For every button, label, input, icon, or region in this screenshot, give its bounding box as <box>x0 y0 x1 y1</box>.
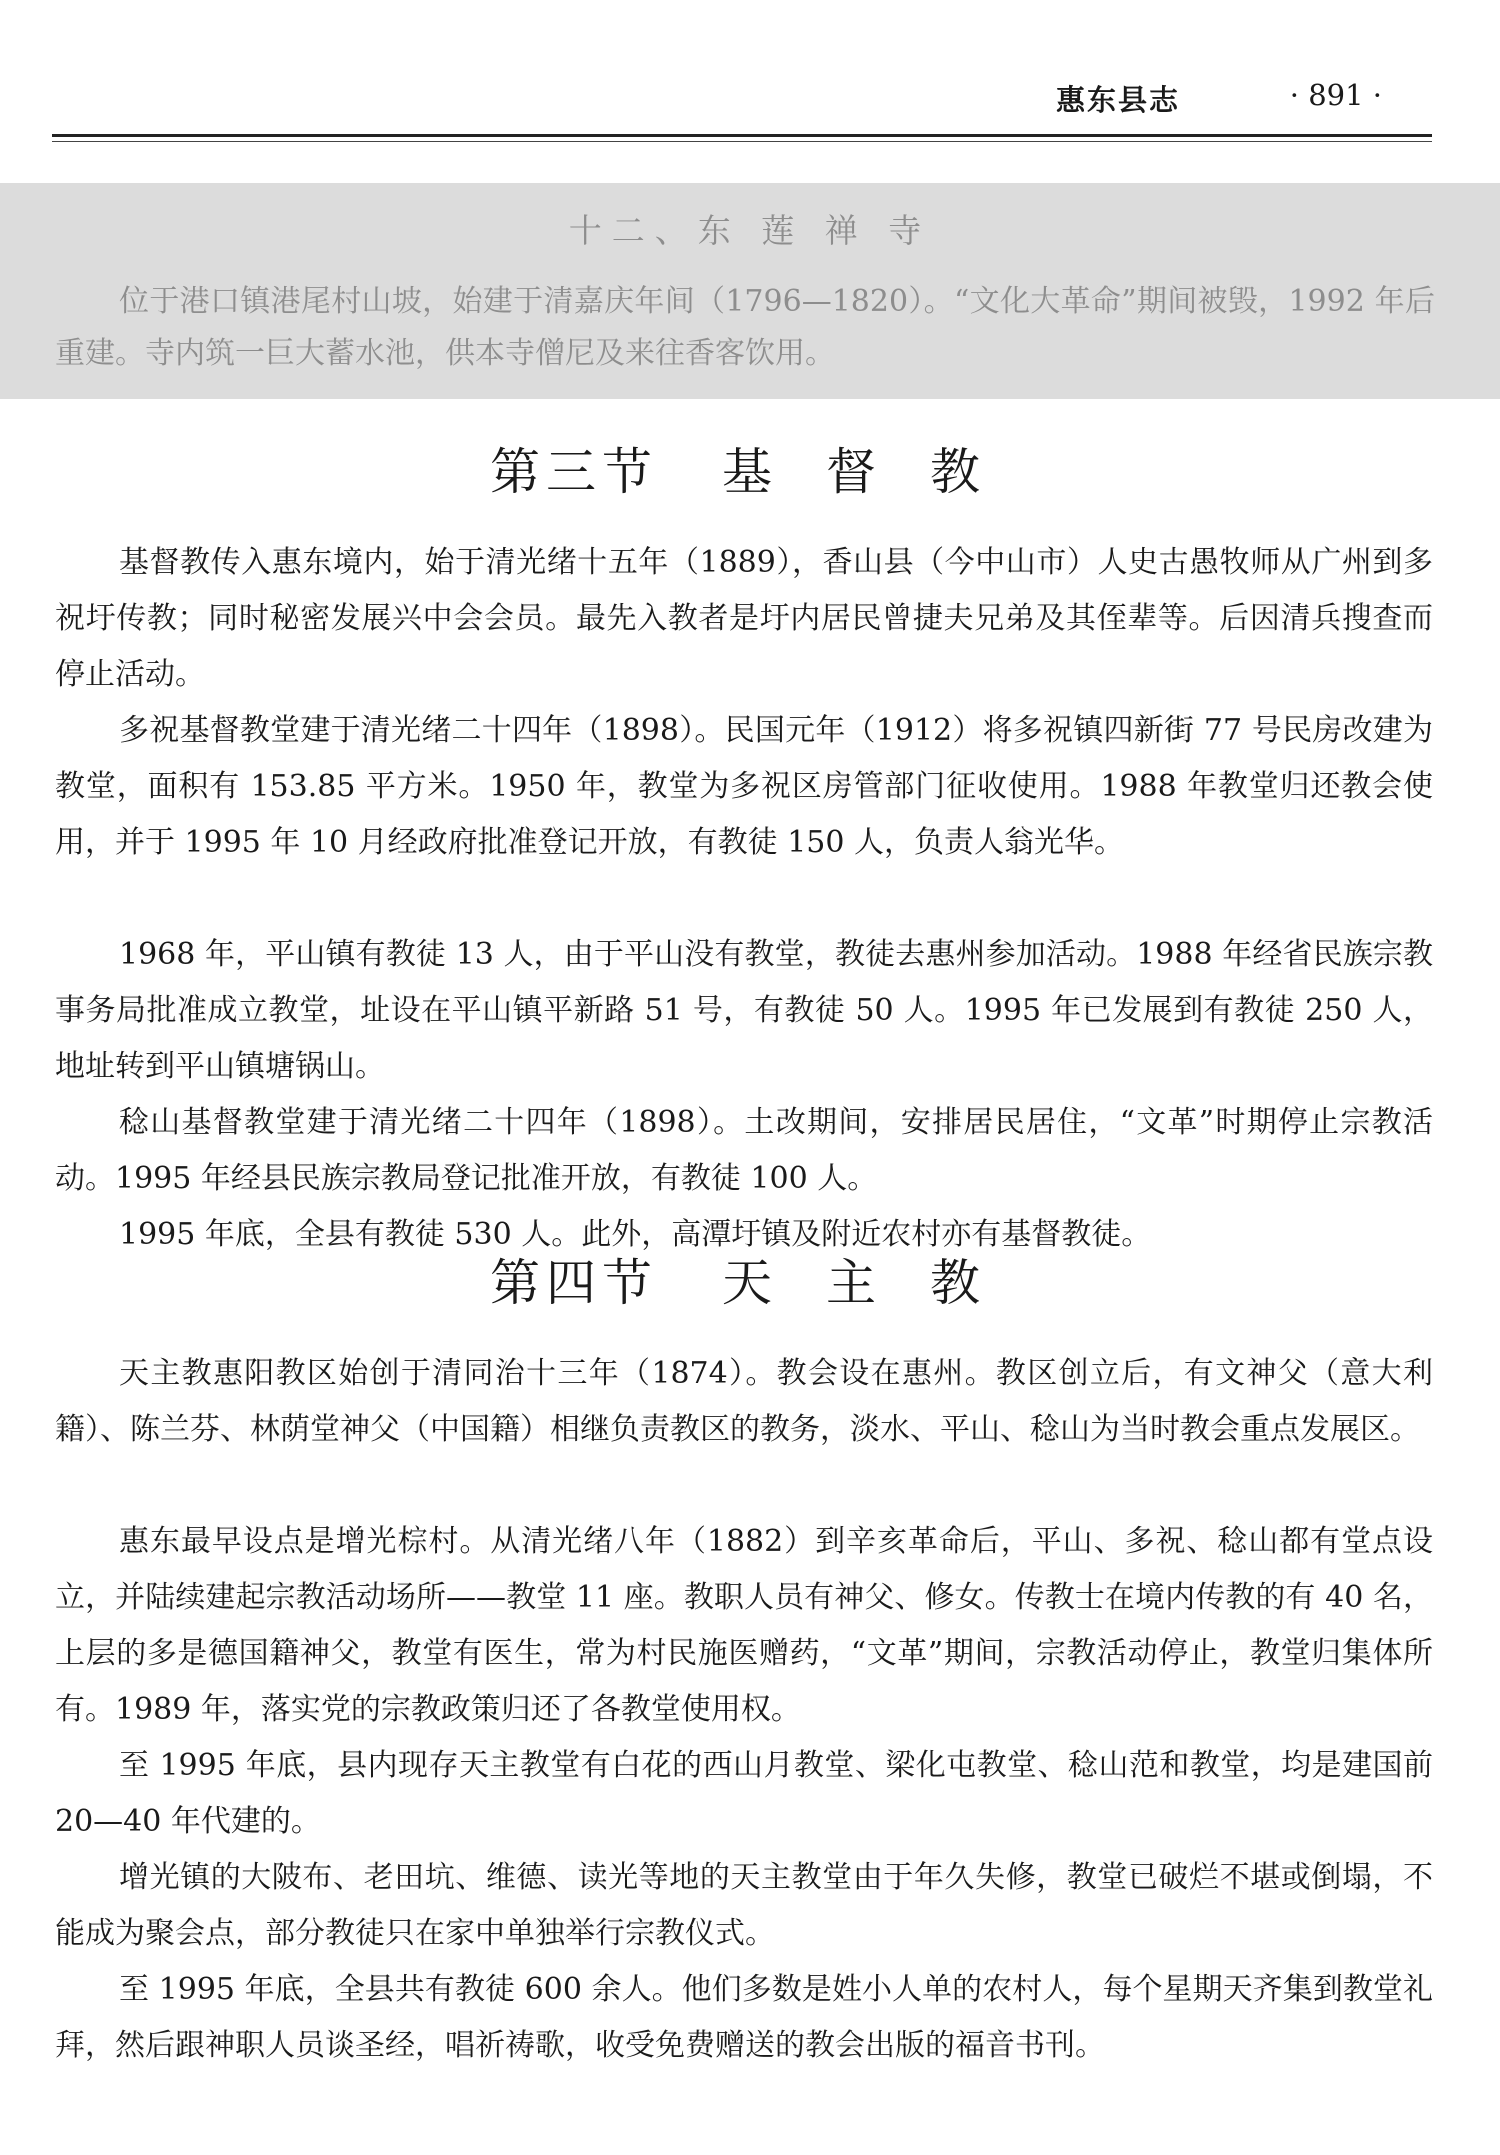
paragraph: 至 1995 年底，县内现存天主教堂有白花的西山月教堂、梁化屯教堂、稔山范和教堂，均是建国前 20—40 年代建的。 <box>55 1748 1433 1839</box>
running-header <box>52 78 1432 126</box>
section-4-number: 第四节 <box>490 1254 658 1312</box>
book-title: 惠东县志 <box>1055 83 1180 117</box>
subsection-body: 位于港口镇港尾村山坡，始建于清嘉庆年间（1796—1820）。“文化大革命”期间被毁，1992 年后重建。寺内筑一巨大蓄水池，供本寺僧尼及来往香客饮用。 <box>55 284 1435 371</box>
section-3-title-char: 督 <box>826 443 882 501</box>
faded-previous-section <box>0 183 1500 399</box>
section-3-number: 第三节 <box>490 443 658 501</box>
header-rule-thick <box>52 134 1432 137</box>
paragraph: 天主教惠阳教区始创于清同治十三年（1874）。教会设在惠州。教区创立后，有文神父（意大利籍）、陈兰芬、林荫堂神父（中国籍）相继负责教区的教务，淡水、平山、稔山为当时教会重点发展区。 <box>55 1356 1433 1447</box>
section-4-title-char: 天 <box>722 1254 778 1312</box>
paragraph: 惠东最早设点是增光棕村。从清光绪八年（1882）到辛亥革命后，平山、多祝、稔山都有堂点设立，并陆续建起宗教活动场所——教堂 11 座。教职人员有神父、修女。传教士在境内传教的有 40 名，上层的多是德国籍神父，教堂有医生，常为村民施医赠药，“文革”期间，宗教活动停止，教堂归集体所有。1989 年，落实党的宗教政策归还了各教堂使用权。 <box>55 1524 1433 1727</box>
subsection-title: 十二、东 莲 禅 寺 <box>568 211 932 250</box>
page-number: · 891 · <box>1289 78 1382 112</box>
paragraph: 增光镇的大陂布、老田坑、维德、读光等地的天主教堂由于年久失修，教堂已破烂不堪或倒塌，不能成为聚会点，部分教徒只在家中单独举行宗教仪式。 <box>55 1860 1433 1951</box>
paragraph: 至 1995 年底，全县共有教徒 600 余人。他们多数是姓小人单的农村人，每个星期天齐集到教堂礼拜，然后跟神职人员谈圣经，唱祈祷歌，收受免费赠送的教会出版的福音书刊。 <box>55 1972 1433 2063</box>
section-3-title-char: 基 <box>722 443 778 501</box>
paragraph: 稔山基督教堂建于清光绪二十四年（1898）。土改期间，安排居民居住，“文革”时期停止宗教活动。1995 年经县民族宗教局登记批准开放，有教徒 100 人。 <box>55 1105 1433 1196</box>
paragraph: 基督教传入惠东境内，始于清光绪十五年（1889），香山县（今中山市）人史古愚牧师从广州到多祝圩传教；同时秘密发展兴中会会员。最先入教者是圩内居民曾捷夫兄弟及其侄辈等。后因清兵搜查而停止活动。 <box>55 545 1433 692</box>
paragraph: 1968 年，平山镇有教徒 13 人，由于平山没有教堂，教徒去惠州参加活动。1988 年经省民族宗教事务局批准成立教堂，址设在平山镇平新路 51 号，有教徒 50 人。1995 年已发展到有教徒 250 人，地址转到平山镇塘锅山。 <box>55 937 1433 1084</box>
section-4-title <box>0 1243 1500 1315</box>
section-4-title-char: 主 <box>826 1254 882 1312</box>
section-3-title-char: 教 <box>930 443 986 501</box>
section-4-title-char: 教 <box>930 1254 986 1312</box>
section-3-title <box>0 432 1500 504</box>
paragraph: 多祝基督教堂建于清光绪二十四年（1898）。民国元年（1912）将多祝镇四新街 77 号民房改建为教堂，面积有 153.85 平方米。1950 年，教堂为多祝区房管部门征收使用。1988 年教堂归还教会使用，并于 1995 年 10 月经政府批准登记开放，有教徒 150 人，负责人翁光华。 <box>55 713 1433 860</box>
header-rule-thin <box>52 141 1432 142</box>
paragraph: 1995 年底，全县有教徒 530 人。此外，高潭圩镇及附近农村亦有基督教徒。 <box>119 1217 1152 1252</box>
